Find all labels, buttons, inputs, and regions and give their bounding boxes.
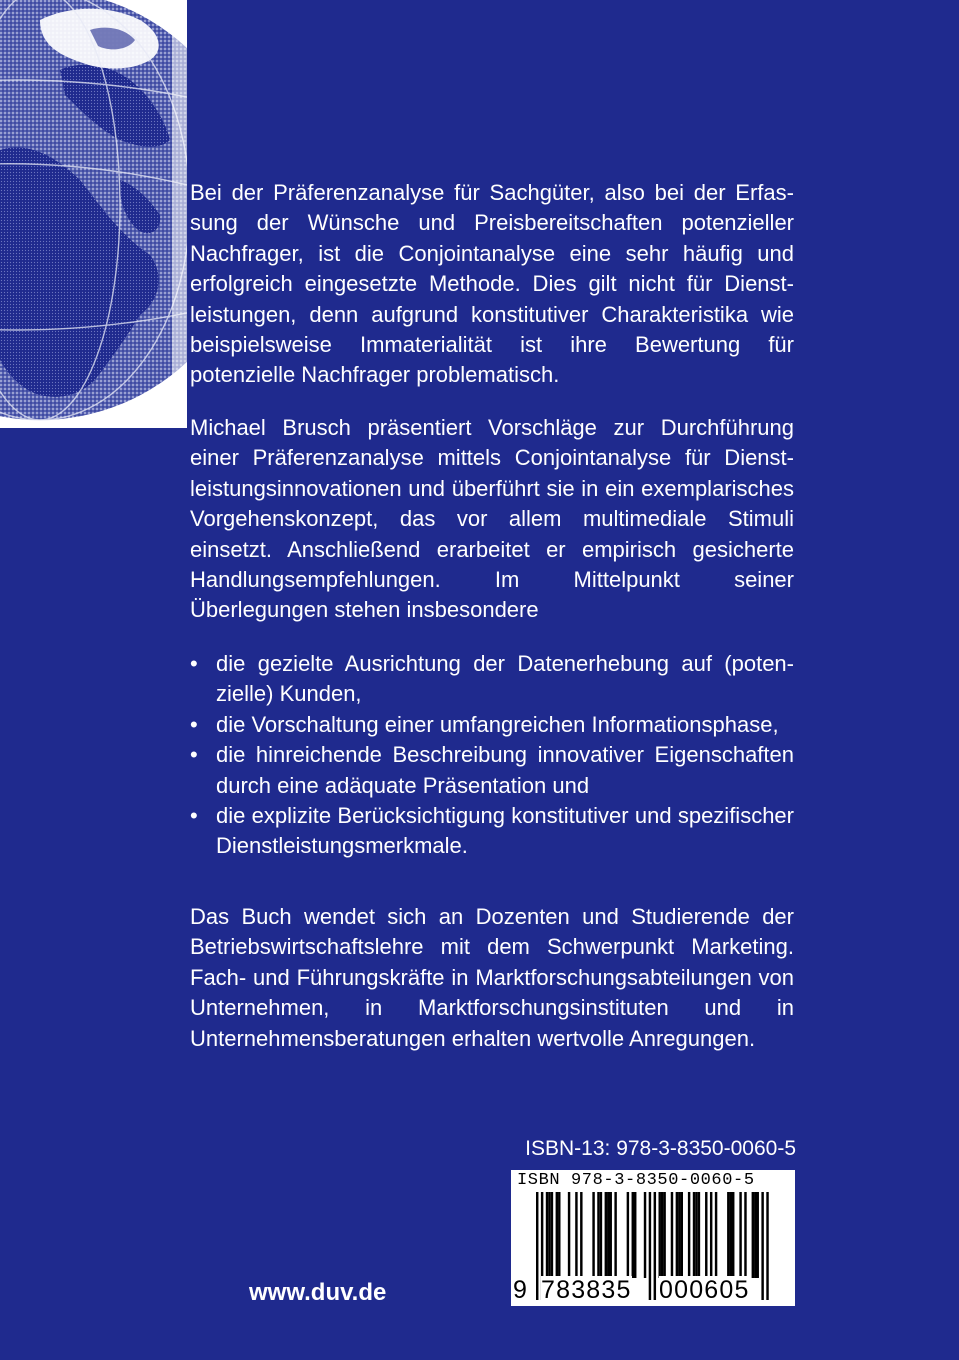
barcode-bar <box>678 1192 680 1278</box>
bullet-icon: • <box>190 803 198 829</box>
barcode-bar <box>754 1192 756 1278</box>
publisher-website: www.duv.de <box>249 1279 387 1306</box>
barcode-bar <box>761 1192 763 1300</box>
barcode-bar <box>766 1192 768 1300</box>
barcode-bar <box>649 1192 651 1300</box>
barcode-bar <box>575 1192 577 1278</box>
barcode-bar <box>627 1192 629 1278</box>
barcode-bar <box>739 1192 741 1278</box>
list-item <box>190 649 794 710</box>
barcode-bar <box>676 1192 678 1278</box>
barcode-bar <box>592 1192 594 1278</box>
barcode-bar <box>715 1192 717 1278</box>
list-item <box>190 710 794 740</box>
barcode-bar <box>688 1192 690 1278</box>
list-item <box>190 801 794 862</box>
barcode-bar <box>556 1192 558 1278</box>
list-item-text: die Vorschaltung einer umfangreichen Informationsphase, <box>216 711 779 737</box>
bullet-icon: • <box>190 711 198 737</box>
barcode-bar <box>659 1192 661 1278</box>
barcode-bar <box>605 1192 607 1278</box>
barcode-isbn-text: ISBN 978-3-8350-0060-5 <box>517 1171 755 1190</box>
barcode-bar <box>730 1192 732 1278</box>
barcode-bar <box>607 1192 609 1278</box>
barcode-bar <box>705 1192 707 1278</box>
barcode-bar <box>644 1192 646 1278</box>
barcode-bar <box>752 1192 754 1278</box>
barcode-bar <box>710 1192 712 1278</box>
barcode-bar <box>671 1192 673 1278</box>
barcode-bar <box>536 1192 538 1300</box>
barcode-bar <box>727 1192 729 1278</box>
barcode-bar <box>546 1192 548 1278</box>
barcode-bar <box>551 1192 553 1278</box>
isbn-barcode <box>511 1170 795 1306</box>
barcode-bar <box>695 1192 697 1278</box>
barcode-bar <box>732 1192 734 1278</box>
barcode-bar <box>548 1192 550 1278</box>
barcode-digits-left: 783835 <box>541 1276 632 1304</box>
key-points-list <box>190 649 794 862</box>
bullet-icon: • <box>190 742 198 768</box>
audience-paragraph: Das Buch wendet sich an Dozenten und Studierende der Betriebswirtschaftslehre mit dem Schwerpunkt Marketing. Fach- und Führungskräfte in Marktforschungsabteilungen von Unternehmen, in Marktforschungsinstituten und in Unternehmensberatungen erhalten wertvolle Anregungen. <box>190 904 794 1051</box>
barcode-bar <box>568 1192 570 1278</box>
barcode-bar <box>597 1192 599 1278</box>
barcode-bar <box>632 1192 634 1278</box>
barcode-digit-first: 9 <box>513 1276 529 1304</box>
barcode-bar <box>600 1192 602 1278</box>
list-item-text: die explizite Berücksichtigung konstitutiver und spezifischer Dienstleistungsmerkmale. <box>216 803 794 859</box>
barcode-digits-right: 000605 <box>659 1276 750 1304</box>
barcode-bar <box>663 1192 665 1278</box>
list-item <box>190 740 794 801</box>
barcode-bar <box>698 1192 700 1278</box>
barcode-bar <box>744 1192 746 1278</box>
isbn-label: ISBN-13: 978-3-8350-0060-5 <box>525 1137 796 1160</box>
barcode-bar <box>614 1192 616 1278</box>
barcode-bar <box>654 1192 656 1300</box>
description-paragraph-1: Bei der Präferenzanalyse für Sachgüter, also bei der Erfassung der Wünsche und Preisbereitschaften potenzieller Nachfrager, ist die Conjointanalyse eine sehr häufig und erfolgreich eingesetzte Methode. Dies gilt nicht für Dienstleistungen, denn aufgrund konstitutiver Charakteristika wie beispielsweise Immaterialität ist ihre Bewertung für potenzielle Nachfrager problematisch. <box>190 180 794 388</box>
barcode-bar <box>634 1192 636 1278</box>
globe-illustration <box>0 0 187 428</box>
barcode-bar <box>693 1192 695 1278</box>
barcode-bar <box>580 1192 582 1278</box>
bullet-icon: • <box>190 651 198 676</box>
barcode-bar <box>610 1192 612 1278</box>
barcode-bar <box>681 1192 683 1278</box>
barcode-bar <box>558 1192 560 1278</box>
list-item-text: die gezielte Ausrichtung der Datenerhebung auf (potenzielle) Kunden, <box>216 651 794 707</box>
list-item-text: die hinreichende Beschreibung innovativer Eigenschaften durch eine adäquate Präsentation und <box>216 742 794 798</box>
barcode-bar <box>757 1192 759 1278</box>
barcode-bar <box>661 1192 663 1278</box>
description-paragraph-2: Michael Brusch präsentiert Vorschläge zur Durchführung einer Präferenzanalyse mittels Conjointanalyse für Dienstleistungsinnovationen und überführt sie in ein exemplarisches Vorgehenskonzept, das vor allem multimediale Stimuli einsetzt. Anschließend erarbeitet er empirisch gesicherte Handlungsempfehlungen. Im Mittelpunkt seiner Überlegungen stehen insbesondere <box>190 415 794 623</box>
